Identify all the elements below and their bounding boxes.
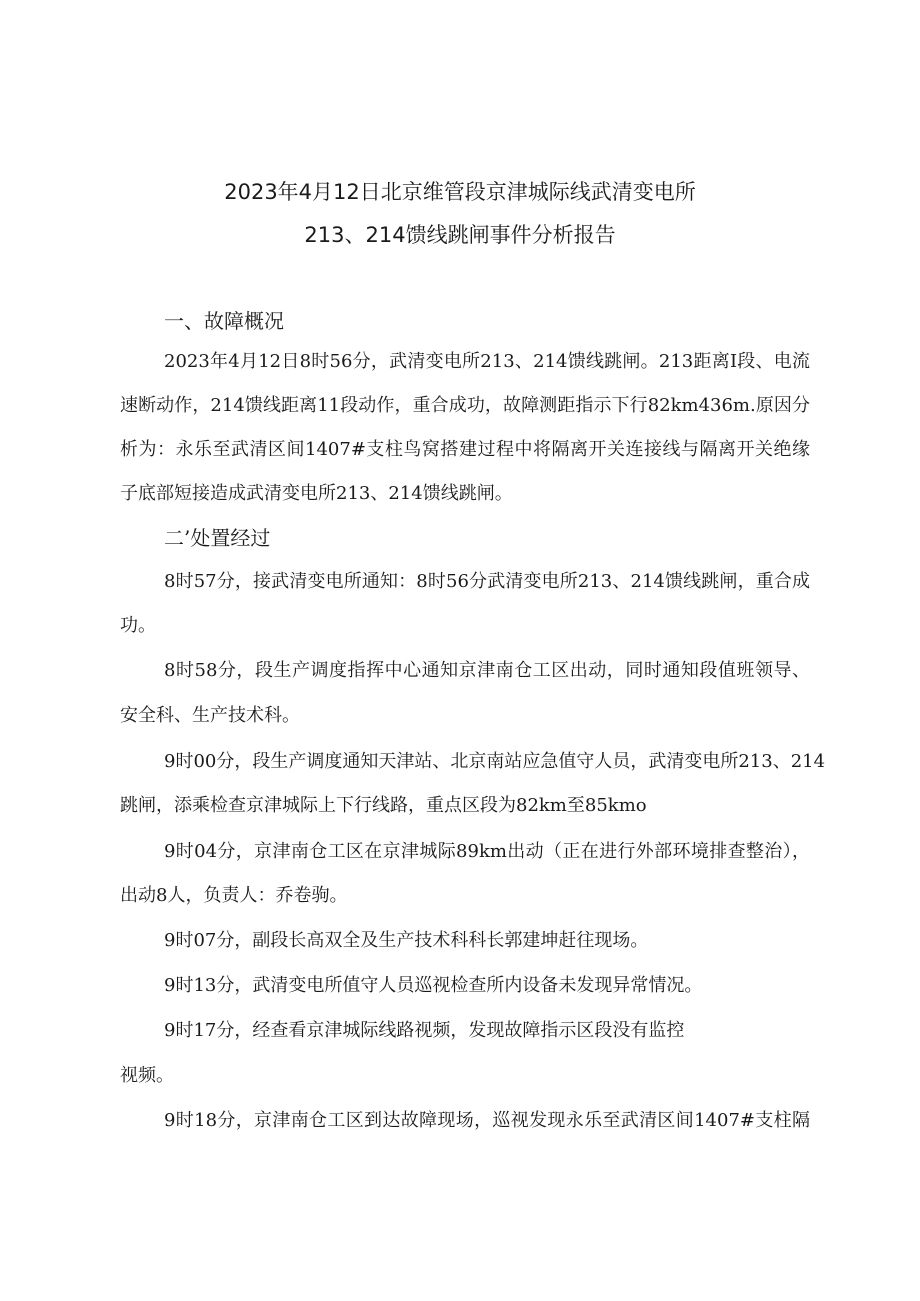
event-0917-line-2: 视频。 [120, 1065, 174, 1086]
event-0900-line-2: 跳闸，添乘检查京津城际上下行线路，重点区段为82km至85kmo [120, 795, 647, 816]
event-0857-line-2: 功。 [120, 615, 156, 636]
event-0907: 9时07分，副段长高双全及生产技术科科长郭建坤赶往现场。 [164, 930, 649, 951]
event-0913: 9时13分，武清变电所值守人员巡视检查所内设备未发现异常情况。 [164, 975, 703, 996]
section-1-heading: 一、故障概况 [164, 309, 284, 333]
event-0904-line-2: 出动8人，负责人：乔卷驹。 [120, 885, 348, 906]
event-0900-line-1: 9时00分，段生产调度通知天津站、北京南站应急值守人员，武清变电所213、214 [164, 751, 826, 772]
event-0857-line-1: 8时57分，接武清变电所通知：8时56分武清变电所213、214馈线跳闸，重合成 [164, 571, 810, 592]
section-1-line-1: 2023年4月12日8时56分，武清变电所213、214馈线跳闸。213距离I段、电流 [164, 351, 810, 372]
event-0918-line-1: 9时18分，京津南仓工区到达故障现场，巡视发现永乐至武清区间1407#支柱隔 [164, 1110, 810, 1131]
section-1-line-4: 子底部短接造成武清变电所213、214馈线跳闸。 [120, 483, 513, 504]
event-0858-line-1: 8时58分，段生产调度指挥中心通知京津南仓工区出动，同时通知段值班领导、 [164, 660, 810, 681]
event-0904-line-1: 9时04分，京津南仓工区在京津城际89km出动（正在进行外部环境排查整治）， [164, 841, 810, 862]
section-2-heading: 二’处置经过 [164, 526, 271, 550]
section-1-line-2: 速断动作，214馈线距离11段动作，重合成功，故障测距指示下行82km436m.原因分 [120, 395, 810, 416]
report-title-line-2: 213、214馈线跳闸事件分析报告 [304, 223, 616, 247]
event-0917-line-1: 9时17分，经查看京津城际线路视频，发现故障指示区段没有监控 [164, 1020, 685, 1041]
report-title-line-1: 2023年4月12日北京维管段京津城际线武清变电所 [224, 180, 696, 204]
section-1-line-3: 析为：永乐至武清区间1407#支柱鸟窝搭建过程中将隔离开关连接线与隔离开关绝缘 [120, 439, 810, 460]
event-0858-line-2: 安全科、生产技术科。 [120, 705, 300, 726]
